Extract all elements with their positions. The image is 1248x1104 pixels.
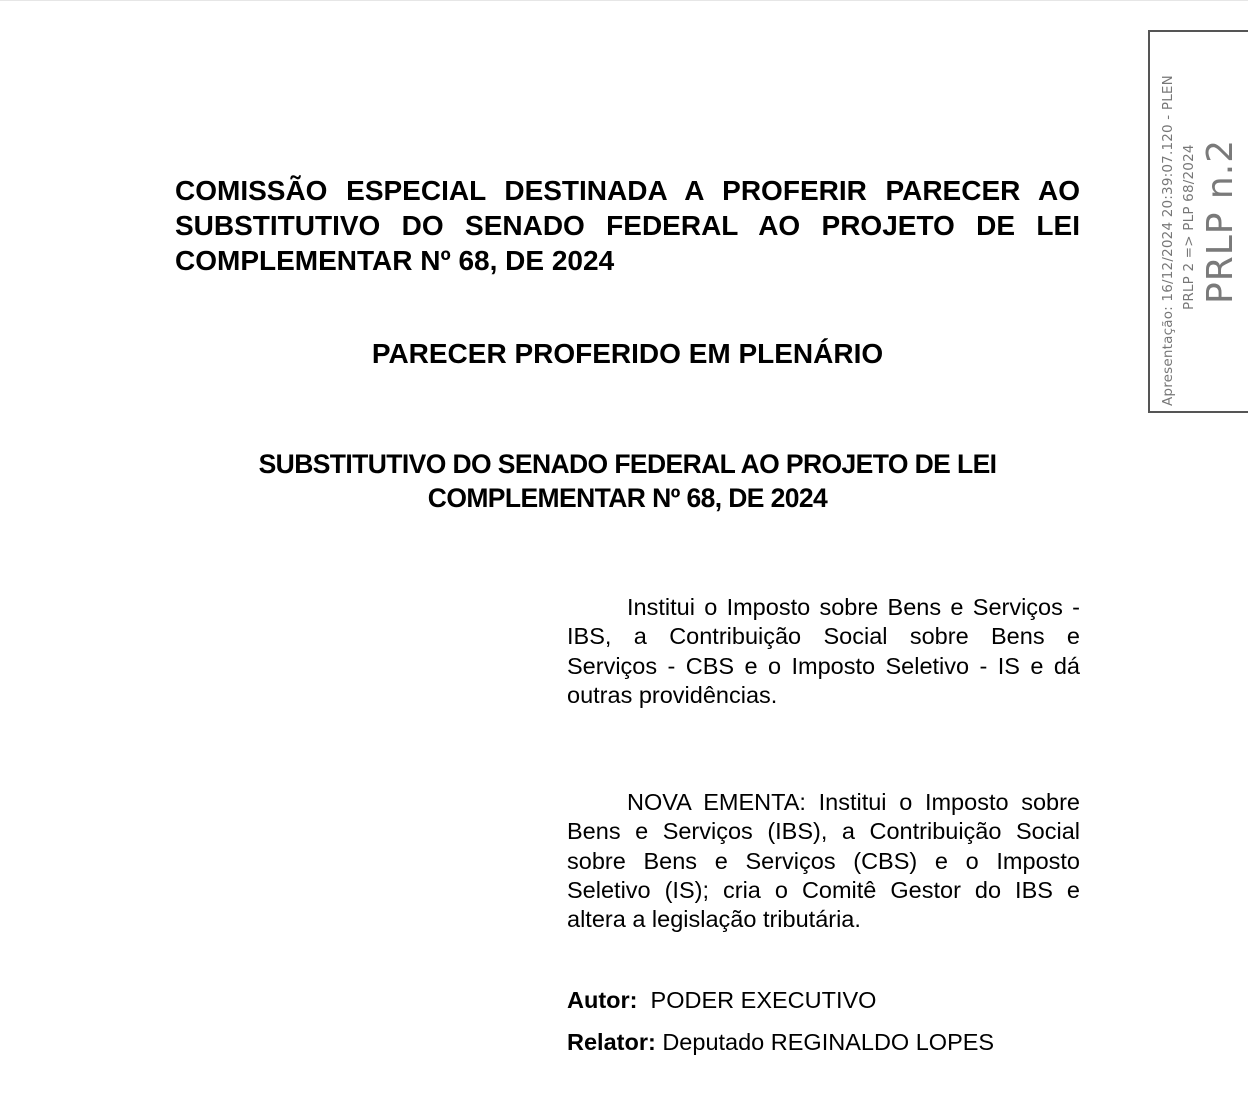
- substitute-heading: [175, 447, 1080, 515]
- substitute-heading-line1: SUBSTITUTIVO DO SENADO FEDERAL AO PROJETO DE LEI: [258, 449, 997, 479]
- reporter-label: Relator:: [567, 1029, 656, 1055]
- stamp-rotated-content: [1150, 32, 1248, 412]
- stamp-reference: PRLP 2 => PLP 68/2024: [1181, 144, 1197, 310]
- ementa-new: NOVA EMENTA: Institui o Imposto sobre Bens e Serviços (IBS), a Contribuição Social sobre Bens e Serviços (CBS) e o Imposto Seletivo (IS); cria o Comitê Gestor do IBS e altera a legislação tributária.: [567, 789, 1080, 933]
- reporter-value: Deputado REGINALDO LOPES: [662, 1029, 995, 1055]
- author-line: [567, 986, 876, 1015]
- stamp-submission-date: Apresentação: 16/12/2024 20:39:07.120 - PLEN: [1160, 75, 1176, 406]
- substitute-heading-line2: COMPLEMENTAR Nº 68, DE 2024: [427, 483, 828, 513]
- author-value: PODER EXECUTIVO: [650, 987, 877, 1013]
- submission-stamp: [1148, 30, 1248, 413]
- author-label: Autor:: [567, 987, 638, 1013]
- commission-title: COMISSÃO ESPECIAL DESTINADA A PROFERIR PARECER AO SUBSTITUTIVO DO SENADO FEDERAL AO PROJETO DE LEI COMPLEMENTAR Nº 68, DE 2024: [175, 175, 1080, 276]
- opinion-heading: PARECER PROFERIDO EM PLENÁRIO: [371, 338, 884, 369]
- stamp-document-number: PRLP n.2: [1200, 138, 1241, 304]
- page-top-edge: [0, 0, 1248, 1]
- reporter-line: [567, 1028, 994, 1057]
- ementa-original: Institui o Imposto sobre Bens e Serviços - IBS, a Contribuição Social sobre Bens e Serviços - CBS e o Imposto Seletivo - IS e dá outras providências.: [567, 594, 1080, 708]
